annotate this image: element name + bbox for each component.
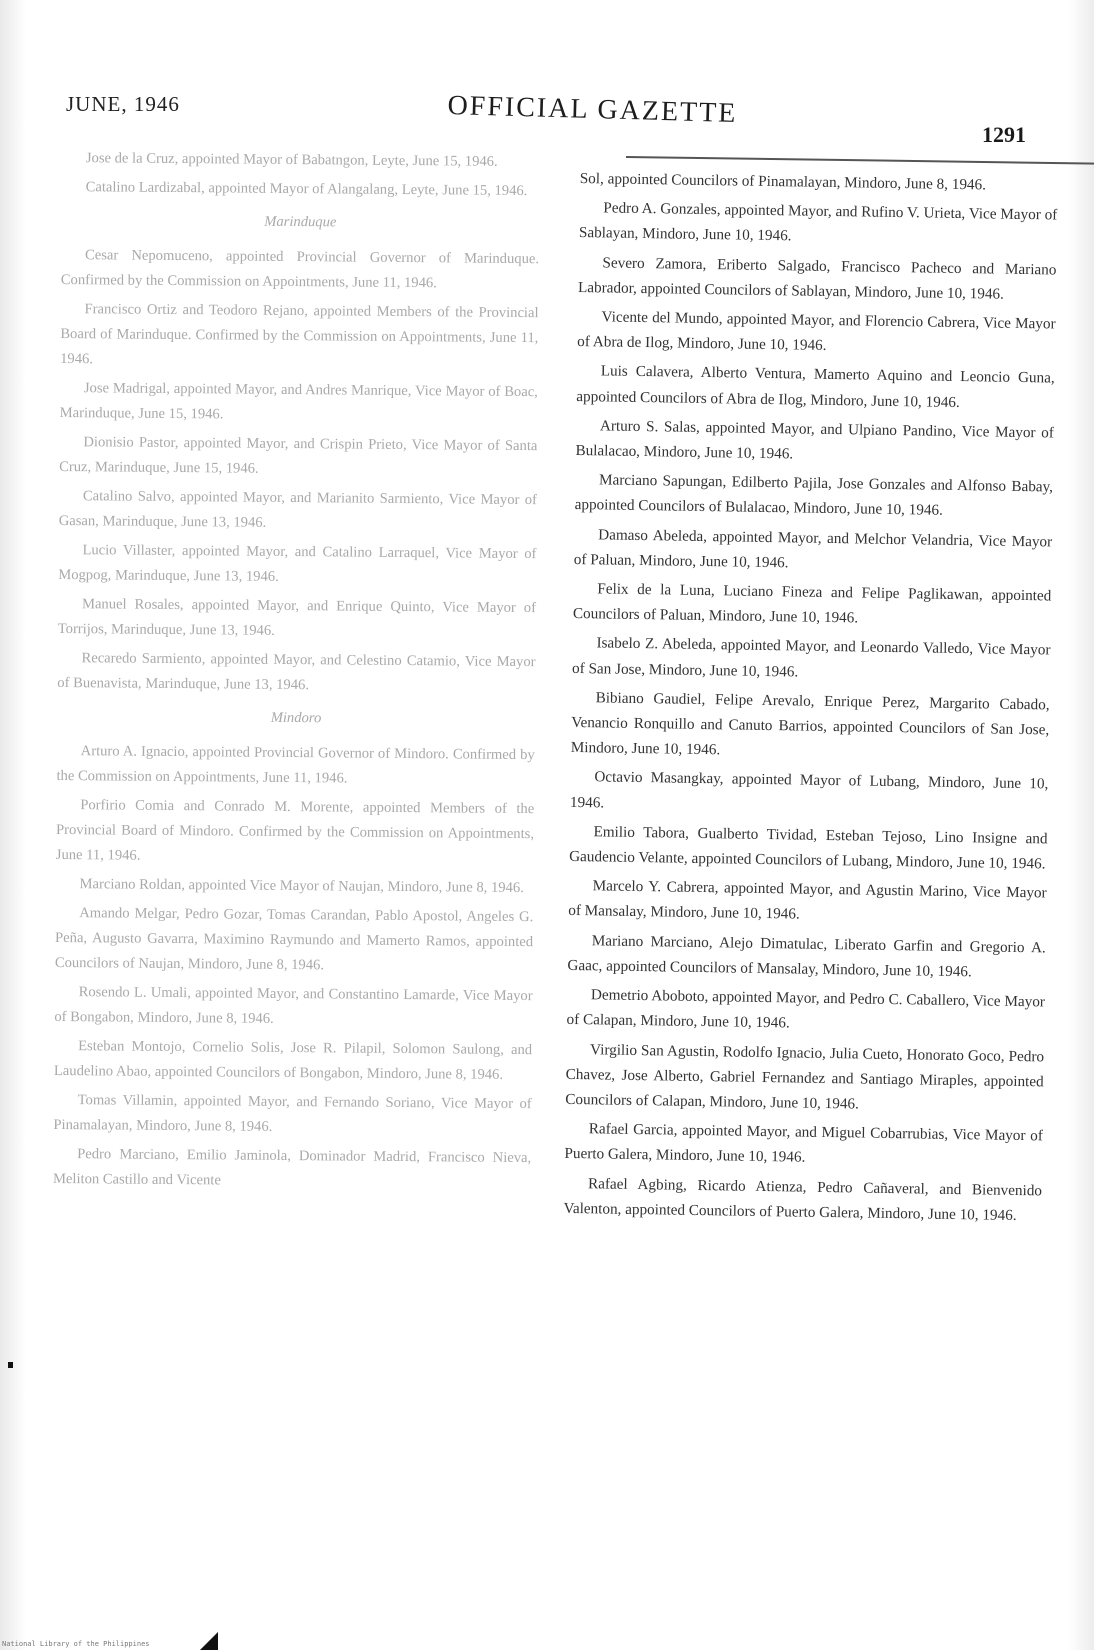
appointment-entry: Luis Calavera, Alberto Ventura, Mamerto Aquino and Leoncio Guna, appointed Councilors of Abra de Ilog, Mindoro, June 10, 1946. [576, 362, 1055, 411]
appointment-entry: Sol, appointed Councilors of Pinamalayan, Mindoro, June 8, 1946. [579, 169, 987, 194]
appointment-entry: Marciano Roldan, appointed Vice Mayor of Naujan, Mindoro, June 8, 1946. [79, 876, 524, 897]
appointment-entry: Isabelo Z. Abeleda, appointed Mayor, and Leonardo Valledo, Vice Mayor of San Jose, Mindoro, June 10, 1946. [571, 634, 1051, 681]
appointment-entry: Rosendo L. Umali, appointed Mayor, and Constantino Lamarde, Vice Mayor of Bongabon, Mindoro, June 8, 1946. [54, 984, 533, 1027]
appointment-entry: Amando Melgar, Pedro Gozar, Tomas Carandan, Pablo Apostol, Angeles G. Peña, Augusto Gavarra, Maximino Raymundo and Mamerto Ramos, appointed Councilors of Naujan, Mindoro, June 8, 1946. [54, 905, 534, 974]
appointment-entry: Marcelo Y. Cabrera, appointed Mayor, and Agustin Marino, Vice Mayor of Mansalay, Mindoro, June 10, 1946. [568, 877, 1047, 924]
appointment-entry: Vicente del Mundo, appointed Mayor, and Florencio Cabrera, Vice Mayor of Abra de Ilog, Mindoro, June 10, 1946. [577, 308, 1056, 355]
appointment-entry: Pedro Marciano, Emilio Jaminola, Dominador Madrid, Francisco Nieva, Meliton Castillo and Vicente [52, 1146, 532, 1189]
section-subhead-mindoro: Mindoro [270, 709, 322, 727]
appointment-entry: Rafael Garcia, appointed Mayor, and Miguel Cobarrubias, Vice Mayor of Puerto Galera, Mindoro, June 10, 1946. [564, 1120, 1043, 1166]
appointment-entry: Severo Zamora, Eriberto Salgado, Francisco Pacheco and Mariano Labrador, appointed Councilors of Sablayan, Mindoro, June 10, 1946. [577, 253, 1057, 303]
appointment-entry: Lucio Villaster, appointed Mayor, and Catalino Larraquel, Vice Mayor of Mogpog, Marinduque, June 13, 1946. [58, 542, 537, 585]
right-column [563, 166, 1058, 1232]
appointment-entry: Dionisio Pastor, appointed Mayor, and Crispin Prieto, Vice Mayor of Santa Cruz, Marinduque, June 15, 1946. [59, 434, 538, 477]
appointment-entry: Emilio Tabora, Gualberto Tividad, Esteban Tejoso, Lino Insigne and Gaudencio Velante, appointed Councilors of Lubang, Mindoro, June 10, 1946. [569, 823, 1048, 873]
appointment-entry: Virgilio San Agustin, Rodolfo Ignacio, Julia Cueto, Honorato Goco, Pedro Chavez, Jose Alberto, Gabriel Fernandez and Santiago Miraples, appointed Councilors of Calapan, Mindoro, June 10, 1946. [565, 1040, 1045, 1113]
appointment-entry: Pedro A. Gonzales, appointed Mayor, and Rufino V. Urieta, Vice Mayor of Sablayan, Mindoro, June 10, 1946. [578, 199, 1058, 245]
appointment-entry: Rafael Agbing, Ricardo Atienza, Pedro Cañaveral, and Bienvenido Valenton, appointed Councilors of Puerto Galera, Mindoro, June 10, 1946. [563, 1174, 1043, 1224]
appointment-entry: Bibiano Gaudiel, Felipe Arevalo, Enrique Perez, Margarito Cabado, Venancio Ronquillo and Canuto Barrios, appointed Councilors of San Jose, Mindoro, June 10, 1946. [570, 689, 1050, 759]
appointment-entry: Jose de la Cruz, appointed Mayor of Babatngon, Leyte, June 15, 1946. [85, 150, 498, 170]
header-rule [626, 156, 1094, 165]
appointment-entry: Octavio Masangkay, appointed Mayor of Lubang, Mindoro, June 10, 1946. [569, 768, 1049, 812]
appointment-entry: Mariano Marciano, Alejo Dimatulac, Liberato Garfin and Gregorio A. Gaac, appointed Councilors of Mansalay, Mindoro, June 10, 1946. [567, 931, 1046, 981]
appointment-entry: Arturo A. Ignacio, appointed Provincial Governor of Mindoro. Confirmed by the Commission on Appointments, June 11, 1946. [56, 743, 535, 787]
page-number: 1291 [982, 122, 1026, 147]
appointment-entry: Catalino Salvo, appointed Mayor, and Marianito Sarmiento, Vice Mayor of Gasan, Marinduque, June 13, 1946. [58, 488, 537, 531]
scan-mark [8, 1362, 13, 1368]
appointment-entry: Francisco Ortiz and Teodoro Rejano, appointed Members of the Provincial Board of Marinduque. Confirmed by the Commission on Appointments, June 11, 1946. [60, 301, 539, 368]
appointment-entry: Catalino Lardizabal, appointed Mayor of Alangalang, Leyte, June 15, 1946. [85, 179, 528, 200]
appointment-entry: Arturo S. Salas, appointed Mayor, and Ulpiano Pandino, Vice Mayor of Bulalacao, Mindoro, June 10, 1946. [575, 417, 1055, 463]
appointment-entry: Manuel Rosales, appointed Mayor, and Enrique Quinto, Vice Mayor of Torrijos, Marinduque, June 13, 1946. [57, 596, 537, 639]
publication-title: OFFICIAL GAZETTE [447, 90, 738, 130]
appointment-entry: Cesar Nepomuceno, appointed Provincial Governor of Marinduque. Confirmed by the Commission on Appointments, June 11, 1946. [60, 247, 540, 292]
scan-mark-bottom [200, 1632, 218, 1650]
scan-footer-note: National Library of the Philippines [2, 1640, 150, 1648]
appointment-entry: Damaso Abeleda, appointed Mayor, and Melchor Velandria, Vice Mayor of Paluan, Mindoro, June 10, 1946. [573, 525, 1053, 572]
appointment-entry: Recaredo Sarmiento, appointed Mayor, and Celestino Catamio, Vice Mayor of Buenavista, Marinduque, June 13, 1946. [57, 650, 536, 694]
appointment-entry: Marciano Sapungan, Edilberto Pajila, Jose Gonzales and Alfonso Babay, appointed Councilors of Bulalacao, Mindoro, June 10, 1946. [574, 471, 1054, 520]
section-subhead-marinduque: Marinduque [264, 213, 337, 231]
appointment-entry: Demetrio Aboboto, appointed Mayor, and Pedro C. Caballero, Vice Mayor of Calapan, Mindoro, June 10, 1946. [566, 986, 1046, 1032]
appointment-entry: Porfirio Comia and Conrado M. Morente, appointed Members of the Provincial Board of Mindoro. Confirmed by the Commission on Appointments, June 11, 1946. [55, 797, 535, 864]
appointment-entry: Jose Madrigal, appointed Mayor, and Andres Manrique, Vice Mayor of Boac, Marinduque, June 15, 1946. [59, 380, 538, 423]
appointment-entry: Felix de la Luna, Luciano Fineza and Felipe Paglikawan, appointed Councilors of Paluan, Mindoro, June 10, 1946. [572, 580, 1052, 627]
left-column [53, 146, 540, 1200]
appointment-entry: Tomas Villamin, appointed Mayor, and Fernando Soriano, Vice Mayor of Pinamalayan, Mindoro, June 8, 1946. [53, 1092, 532, 1135]
appointment-entry: Esteban Montojo, Cornelio Solis, Jose R. Pilapil, Solomon Saulong, and Laudelino Abao, appointed Councilors of Bongabon, Mindoro, June 8, 1946. [53, 1038, 533, 1083]
issue-date: JUNE, 1946 [66, 92, 180, 116]
